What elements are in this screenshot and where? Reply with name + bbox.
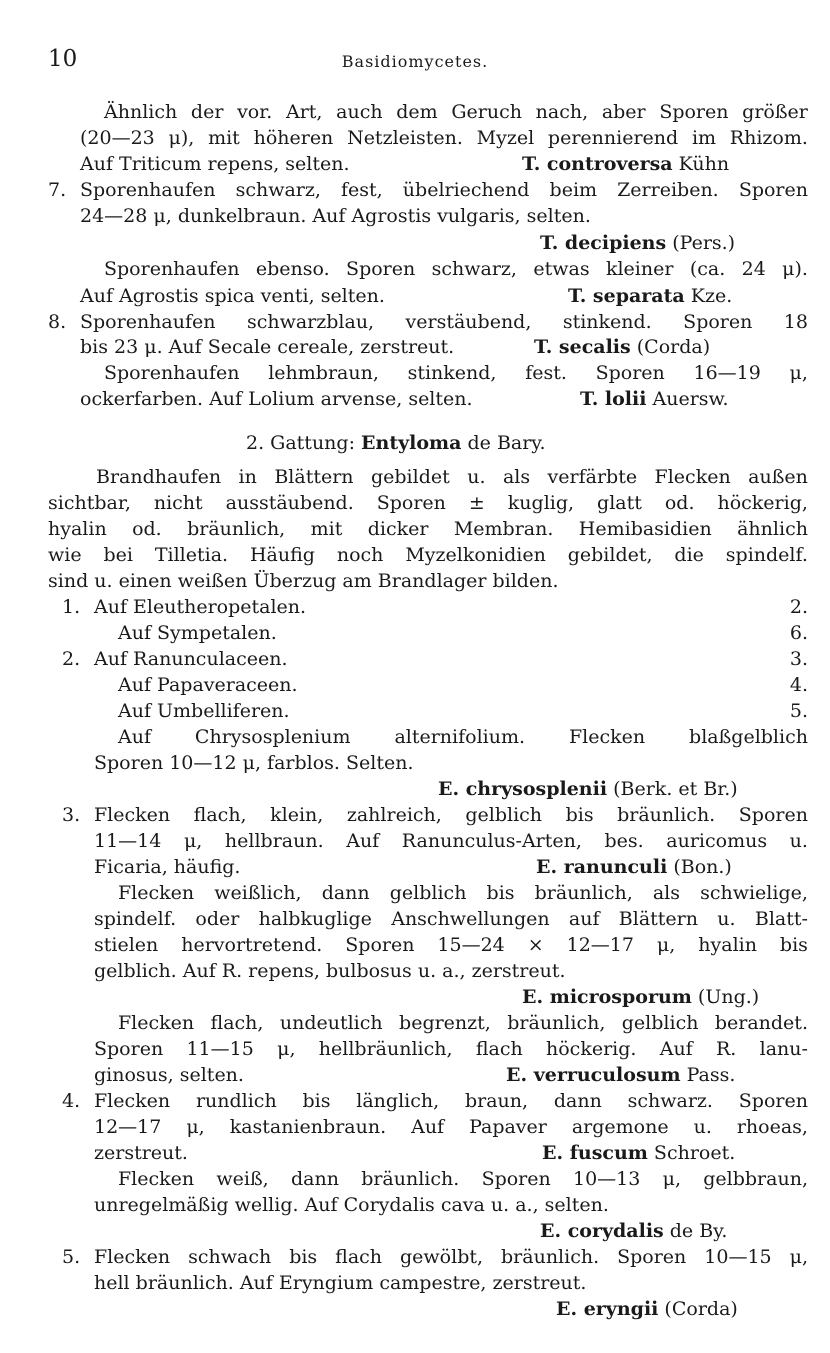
key-line: Auf Eleutheropetalen. xyxy=(94,596,307,618)
key-number: 2. xyxy=(62,648,81,670)
text-line: Sporenhaufen ebenso. Sporen schwarz, etwas kleiner (ca. 24 μ). xyxy=(104,258,808,280)
species-name: T. lolii Auersw. xyxy=(580,388,729,410)
text-line: Flecken schwach bis flach gewölbt, bräunlich. Sporen 10—15 μ, xyxy=(94,1246,808,1268)
genus-heading: 2. Gattung: Entyloma de Bary. xyxy=(246,432,546,454)
text-line: Flecken weiß, dann bräunlich. Sporen 10—13 μ, gelbbraun, xyxy=(118,1168,808,1190)
text-line: hell bräunlich. Auf Eryngium campestre, zerstreut. xyxy=(94,1272,587,1294)
page-number: 10 xyxy=(48,46,78,72)
species-name: E. chrysosplenii (Berk. et Br.) xyxy=(438,778,738,800)
key-target: 2. xyxy=(789,596,808,618)
text-line: ockerfarben. Auf Lolium arvense, selten. xyxy=(80,388,473,410)
species-name: E. ranunculi (Bon.) xyxy=(536,856,732,878)
species-name: T. separata Kze. xyxy=(568,285,733,307)
text-line: Sporenhaufen schwarzblau, verstäubend, stinkend. Sporen 18 xyxy=(80,311,808,333)
text-line: wie bei Tilletia. Häufig noch Myzelkonidien gebildet, die spindelf. xyxy=(48,544,808,566)
key-target: 5. xyxy=(789,700,808,722)
text-line: sichtbar, nicht ausstäubend. Sporen ± kuglig, glatt od. höckerig, xyxy=(48,492,808,514)
text-line: Flecken flach, klein, zahlreich, gelblich bis bräunlich. Sporen xyxy=(94,804,808,826)
text-line: Sporen 10—12 μ, farblos. Selten. xyxy=(94,752,414,774)
text-line: 11—14 μ, hellbraun. Auf Ranunculus-Arten, bes. auricomus u. xyxy=(94,830,808,852)
key-target: 3. xyxy=(789,648,808,670)
text-line: bis 23 μ. Auf Secale cereale, zerstreut. xyxy=(80,336,455,358)
key-number: 8. xyxy=(48,311,67,333)
text-line: Sporen 11—15 μ, hellbräunlich, flach höckerig. Auf R. lanu- xyxy=(94,1038,808,1060)
text-line: (20—23 μ), mit höheren Netzleisten. Myzel perennierend im Rhizom. xyxy=(80,127,808,149)
text-line: Ähnlich der vor. Art, auch dem Geruch nach, aber Sporen größer xyxy=(104,101,808,123)
text-line: Flecken weißlich, dann gelblich bis bräunlich, als schwielige, xyxy=(118,882,808,904)
species-name: T. decipiens (Pers.) xyxy=(540,232,736,254)
species-name: E. eryngii (Corda) xyxy=(556,1298,738,1320)
key-target: 6. xyxy=(789,622,808,644)
species-name: T. secalis (Corda) xyxy=(534,336,711,358)
text-line: ginosus, selten. xyxy=(94,1064,244,1086)
text-line: Flecken flach, undeutlich begrenzt, bräunlich, gelblich berandet. xyxy=(118,1012,808,1034)
species-name: E. fuscum Schroet. xyxy=(542,1142,736,1164)
key-number: 4. xyxy=(62,1090,81,1112)
text-line: gelblich. Auf R. repens, bulbosus u. a., zerstreut. xyxy=(94,960,566,982)
text-line: sind u. einen weißen Überzug am Brandlager bilden. xyxy=(48,570,559,592)
text-line: Flecken rundlich bis länglich, braun, dann schwarz. Sporen xyxy=(94,1090,808,1112)
text-line: unregelmäßig wellig. Auf Corydalis cava u. a., selten. xyxy=(94,1194,609,1216)
text-line: Auf Chrysosplenium alternifolium. Flecken blaßgelblich xyxy=(118,726,808,748)
key-line: Auf Umbelliferen. xyxy=(118,700,290,722)
text-line: Sporenhaufen schwarz, fest, übelriechend beim Zerreiben. Sporen xyxy=(80,179,808,201)
key-line: Auf Ranunculaceen. xyxy=(94,648,288,670)
text-line: Auf Agrostis spica venti, selten. xyxy=(80,285,385,307)
text-line: 12—17 μ, kastanienbraun. Auf Papaver argemone u. rhoeas, xyxy=(94,1116,808,1138)
key-line: Auf Sympetalen. xyxy=(118,622,277,644)
species-name: E. microsporum (Ung.) xyxy=(522,986,760,1008)
text-line: Auf Triticum repens, selten. xyxy=(80,153,350,175)
key-number: 3. xyxy=(62,804,81,826)
running-title: Basidiomycetes. xyxy=(341,52,489,71)
text-line: stielen hervortretend. Sporen 15—24 × 12—17 μ, hyalin bis xyxy=(94,934,808,956)
key-number: 1. xyxy=(62,596,81,618)
species-name: T. controversa Kühn xyxy=(522,153,730,175)
species-name: E. verruculosum Pass. xyxy=(506,1064,736,1086)
text-line: Sporenhaufen lehmbraun, stinkend, fest. Sporen 16—19 μ, xyxy=(104,362,808,384)
key-target: 4. xyxy=(789,674,808,696)
key-number: 5. xyxy=(62,1246,81,1268)
text-line: 24—28 μ, dunkelbraun. Auf Agrostis vulgaris, selten. xyxy=(80,205,591,227)
text-line: spindelf. oder halbkuglige Anschwellungen auf Blättern u. Blatt- xyxy=(94,908,808,930)
key-number: 7. xyxy=(48,179,67,201)
text-line: hyalin od. bräunlich, mit dicker Membran. Hemibasidien ähnlich xyxy=(48,518,808,540)
text-line: zerstreut. xyxy=(94,1142,188,1164)
species-name: E. corydalis de By. xyxy=(540,1220,728,1242)
text-line: Ficaria, häufig. xyxy=(94,856,241,878)
text-line: Brandhaufen in Blättern gebildet u. als verfärbte Flecken außen xyxy=(96,466,808,488)
key-line: Auf Papaveraceen. xyxy=(118,674,298,696)
